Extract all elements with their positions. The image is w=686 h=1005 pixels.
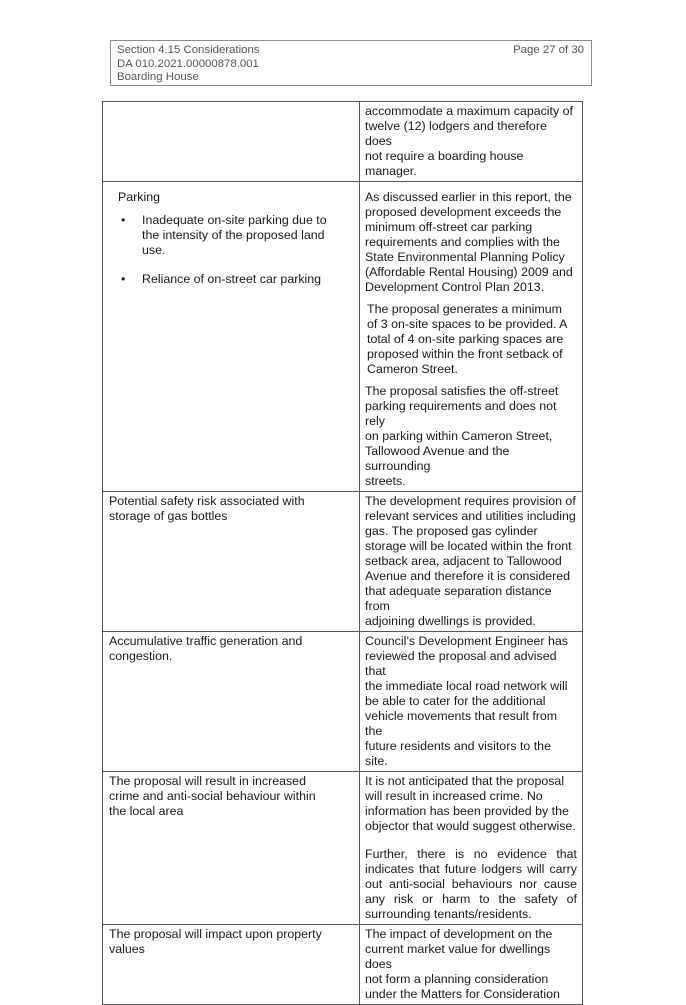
issue-cell: Potential safety risk associated with storage of gas bottles bbox=[103, 492, 360, 632]
response-paragraph: The proposal generates a minimum of 3 on-site spaces to be provided. A total of 4 on-site parking spaces are proposed within the front setback of Cameron Street. bbox=[367, 302, 568, 376]
response-cell: Council’s Development Engineer has reviewed the proposal and advised that the immediate local road network will be able to cater for the additional vehicle movements that result from the future residents and visitors to the site. bbox=[360, 632, 583, 772]
issue-cell: The proposal will impact upon property values bbox=[103, 925, 360, 1005]
response-cell: The impact of development on the current market value for dwellings does not form a planning consideration under the Matters for Consideration bbox=[360, 925, 583, 1005]
table-row bbox=[103, 925, 583, 1005]
list-item: • Inadequate on-site parking due to the intensity of the proposed land use. bbox=[121, 213, 327, 257]
response-cell bbox=[360, 772, 583, 925]
table-row bbox=[103, 632, 583, 772]
response-paragraph: Further, there is no evidence that indicates that future lodgers will carry out anti-social behaviours nor cause any risk or harm to the safety of surrounding tenants/residents. bbox=[365, 847, 577, 921]
response-cell bbox=[360, 102, 583, 182]
bullet-icon: • bbox=[121, 272, 126, 286]
response-text: accommodate a maximum capacity of twelve (12) lodgers and therefore does not require a boarding house manager. bbox=[365, 104, 573, 178]
bullet-icon: • bbox=[121, 213, 126, 227]
issue-cell: The proposal will result in increased crime and anti-social behaviour within the local area bbox=[103, 772, 360, 925]
table-row bbox=[103, 182, 583, 492]
document-subject: Boarding House bbox=[117, 71, 199, 83]
da-number: DA 010.2021.00000878.001 bbox=[117, 57, 259, 70]
section-title: Section 4.15 Considerations bbox=[117, 44, 260, 56]
table-row bbox=[103, 102, 583, 182]
page-number: Page 27 of 30 bbox=[513, 44, 584, 56]
table-row bbox=[103, 772, 583, 925]
issue-cell bbox=[103, 102, 360, 182]
issue-heading: Parking bbox=[118, 190, 161, 204]
table-row bbox=[103, 492, 583, 632]
issue-cell bbox=[103, 182, 360, 492]
issue-bullets bbox=[109, 213, 355, 287]
list-item: • Reliance of on-street car parking bbox=[121, 272, 322, 286]
issue-cell: Accumulative traffic generation and congestion. bbox=[103, 632, 360, 772]
response-cell bbox=[360, 182, 583, 492]
response-paragraph: The proposal satisfies the off-street parking requirements and does not rely on parking within Cameron Street, Tallowood Avenue and the surrounding streets. bbox=[365, 384, 559, 488]
response-cell: The development requires provision of relevant services and utilities including gas. The proposed gas cylinder storage will be located within the front setback area, adjacent to Tallowood Avenue and therefore it is considered that adequate separation distance from adjoining dwellings is provided. bbox=[360, 492, 583, 632]
response-paragraph: It is not anticipated that the proposal will result in increased crime. No information has been provided by the objector that would suggest otherwise. bbox=[365, 774, 576, 833]
response-paragraph: As discussed earlier in this report, the proposed development exceeds the minimum off-street car parking requirements and complies with the State Environmental Planning Policy (Affordable Rental Housing) 2009 and Development Control Plan 2013. bbox=[365, 190, 573, 294]
page-header bbox=[110, 40, 592, 86]
objections-table bbox=[102, 101, 583, 1005]
